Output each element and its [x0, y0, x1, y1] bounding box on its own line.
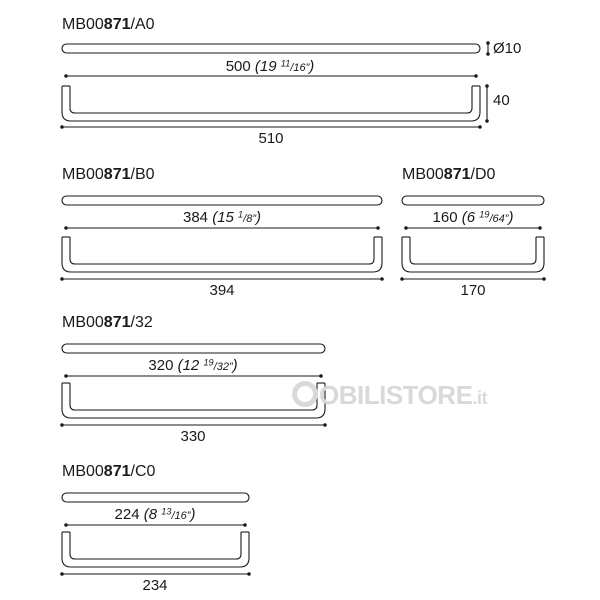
b0-side-view-outer — [62, 237, 382, 272]
d0-side-view-outer — [402, 237, 544, 272]
32-side-view-inner — [70, 383, 317, 410]
watermark-logo-icon — [292, 381, 318, 407]
c0-side-view-outer — [62, 532, 249, 567]
d0-outer-dimension-label: 170 — [460, 282, 486, 299]
32-outer-dimension-label: 330 — [180, 428, 206, 445]
a0-side-view-outer — [62, 86, 480, 121]
32-inner-dimension-label: 320 (12 $^{19}$/32”) — [148, 357, 238, 374]
32-side-view-outer — [62, 383, 325, 418]
diagram-a0-title: MB00871/A0 — [62, 16, 155, 33]
d0-top-view-bar — [402, 196, 544, 205]
32-top-view-bar — [62, 344, 325, 353]
diagram-c0-title: MB00871/C0 — [62, 463, 156, 480]
c0-top-view-bar — [62, 493, 249, 502]
a0-side-view-inner — [70, 86, 472, 113]
b0-side-view-inner — [70, 237, 374, 264]
a0-diameter-label: Ø10 — [493, 40, 522, 57]
c0-outer-dimension-label: 234 — [142, 577, 168, 594]
diagram-a0-drawing — [62, 43, 488, 127]
diagram-b0-title: MB00871/B0 — [62, 166, 155, 183]
diagram-d0-title: MB00871/D0 — [402, 166, 496, 183]
c0-inner-dimension-label: 224 (8 $^{13}$/16”) — [114, 506, 196, 523]
c0-side-view-inner — [70, 532, 241, 559]
b0-outer-dimension-label: 394 — [209, 282, 235, 299]
b0-inner-dimension-label: 384 (15 $^1$/8”) — [182, 209, 262, 226]
a0-outer-dimension-label: 510 — [258, 130, 284, 147]
a0-inner-dimension-label: 500 (19 $^{11}$/16”) — [225, 58, 315, 75]
d0-inner-dimension-label: 160 (6 $^{19}$/64”) — [432, 209, 514, 226]
b0-top-view-bar — [62, 196, 382, 205]
a0-height-label: 40 — [493, 92, 510, 109]
d0-side-view-inner — [410, 237, 536, 264]
mobilistore-watermark: OBILISTORE.it — [292, 380, 487, 411]
diagram-32-title: MB00871/32 — [62, 314, 153, 331]
a0-top-view-bar — [62, 44, 480, 53]
